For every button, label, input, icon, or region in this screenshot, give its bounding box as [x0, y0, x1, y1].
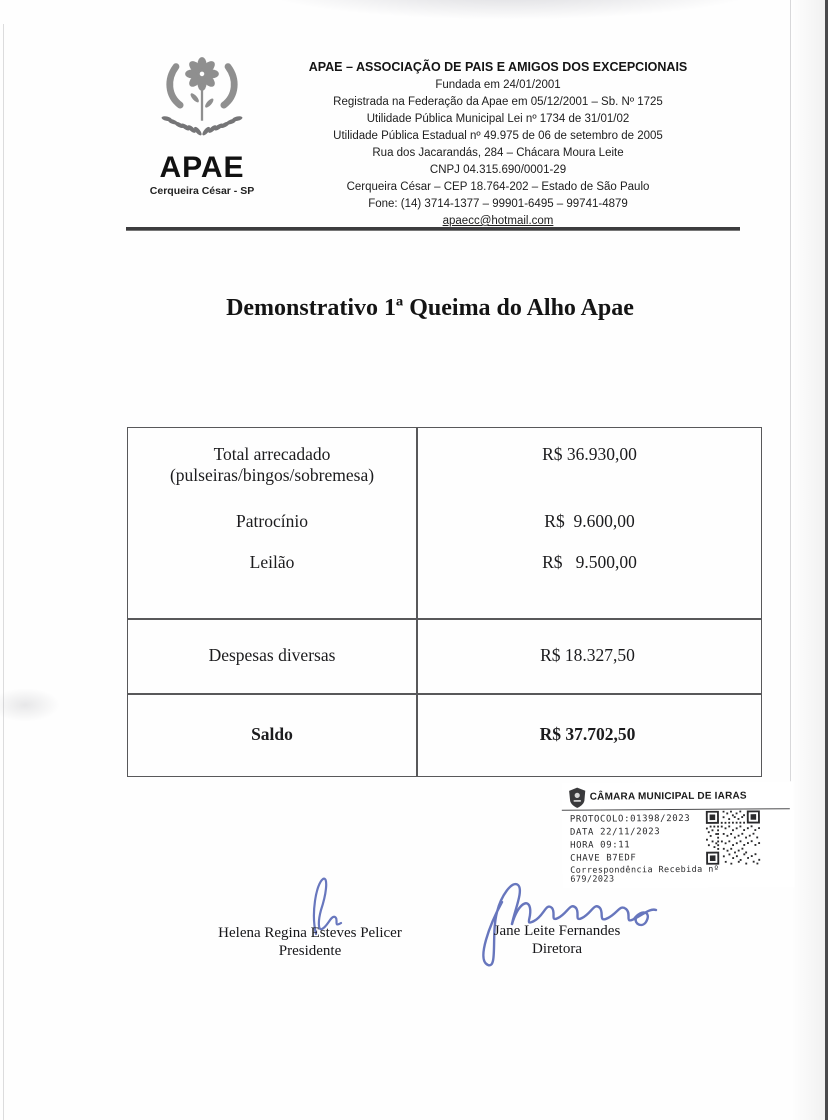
org-name: APAE – ASSOCIAÇÃO DE PAIS E AMIGOS DOS EXCEPCIONAIS — [308, 60, 688, 74]
signer-role-diretora: Diretora — [532, 941, 582, 957]
apae-logo — [142, 56, 262, 197]
total-arrecadado-line2: (pulseiras/bingos/sobremesa) — [169, 465, 375, 485]
scan-smudge — [0, 688, 60, 722]
stamp-org-name: CÂMARA MUNICIPAL DE IARAS — [589, 790, 747, 803]
header-municipal-law: Utilidade Pública Municipal Lei nº 1734 de 31/01/02 — [366, 113, 630, 125]
page-fold-line — [790, 0, 791, 860]
stamp-protocol-number: PROTOCOLO:01398/2023 — [569, 813, 691, 825]
header-registration: Registrada na Federação da Apae em 05/12/2001 – Sb. Nº 1725 — [333, 96, 663, 108]
header-email: apaecc@hotmail.com — [442, 215, 554, 227]
row-despesas — [128, 618, 761, 693]
header-state-law: Utilidade Pública Estadual nº 49.975 de 06 de setembro de 2005 — [333, 130, 663, 142]
row-leilao-value: R$ 9.500,00 — [542, 552, 637, 572]
row-patrocinio-label: Patrocínio — [236, 511, 308, 531]
row-saldo — [128, 693, 761, 776]
signer-role-presidente: Presidente — [278, 943, 342, 959]
row-saldo-value: R$ 37.702,50 — [539, 724, 636, 744]
signature-block-diretora — [452, 922, 662, 958]
total-arrecadado-line1: Total arrecadado — [213, 444, 331, 464]
signature-block-presidente — [180, 924, 440, 960]
signer-name-presidente: Helena Regina Esteves Pelicer — [218, 925, 402, 941]
signer-name-diretora: Jane Leite Fernandes — [493, 923, 621, 939]
qr-code — [704, 810, 762, 864]
logo-city: Cerqueira César - SP — [149, 185, 255, 197]
scan-shadow-right — [791, 0, 825, 1120]
row-total-arrecadado-value: R$ 36.930,00 — [542, 444, 637, 464]
stamp-header — [562, 783, 794, 809]
document-title: Demonstrativo 1ª Queima do Alho Apae — [226, 295, 634, 321]
header-phone: Fone: (14) 3714-1377 – 99901-6495 – 99741-4879 — [368, 198, 628, 210]
row-despesas-value: R$ 18.327,50 — [540, 645, 635, 665]
row-leilao-label: Leilão — [249, 552, 295, 572]
stamp-time: HORA 09:11 — [570, 840, 631, 851]
stamp-received-number: 679/2023 — [570, 874, 615, 885]
page-edge-left — [3, 24, 4, 1120]
summary-table — [127, 427, 762, 777]
stamp-date: DATA 22/11/2023 — [569, 827, 661, 838]
row-saldo-label: Saldo — [251, 724, 293, 744]
row-total-arrecadado-label — [128, 444, 416, 486]
apae-flower-hands-icon — [150, 56, 254, 148]
row-despesas-label: Despesas diversas — [208, 645, 336, 665]
scan-shadow-top — [250, 0, 770, 20]
municipal-crest-icon — [568, 787, 587, 809]
header-founded: Fundada em 24/01/2001 — [435, 79, 561, 91]
header-cnpj: CNPJ 04.315.690/0001-29 — [429, 164, 567, 176]
header-address: Rua dos Jacarandás, 284 – Chácara Moura Leite — [372, 147, 624, 159]
header-city-cep: Cerqueira César – CEP 18.764-202 – Estado de São Paulo — [346, 181, 650, 193]
logo-acronym: APAE — [159, 151, 245, 184]
header-divider-rule — [126, 227, 740, 231]
stamp-received-label: Correspondência Recebida nº — [570, 864, 720, 876]
letterhead — [258, 60, 738, 230]
row-patrocinio-value: R$ 9.600,00 — [544, 511, 635, 531]
stamp-key: CHAVE B7EDF — [570, 853, 637, 864]
